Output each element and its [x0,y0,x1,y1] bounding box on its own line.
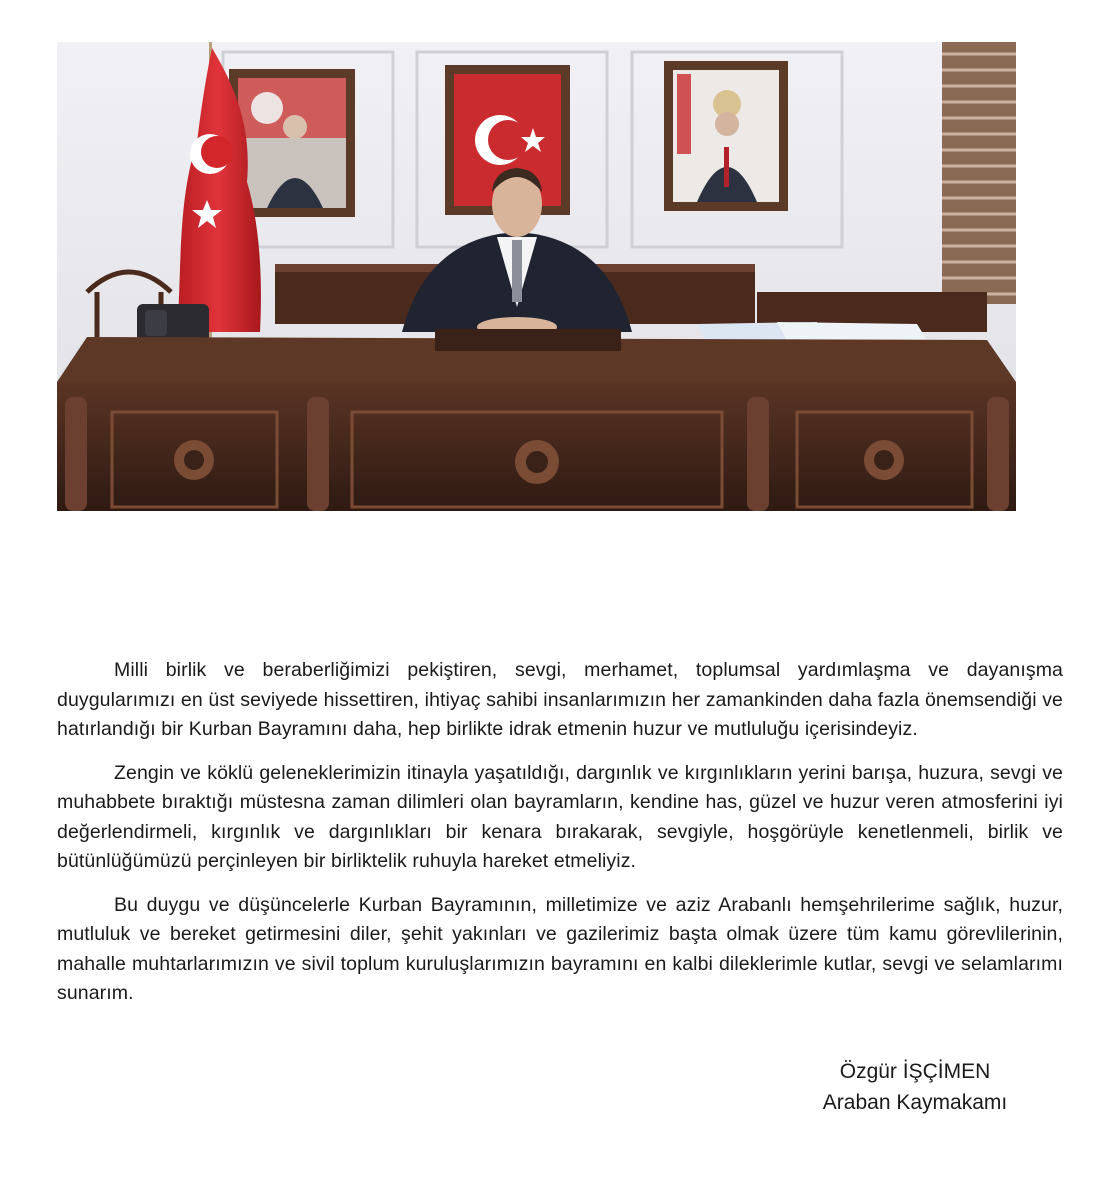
holiday-message [57,656,1063,1023]
signer-title: Araban Kaymakamı [822,1091,1008,1114]
message-paragraph-2: Zengin ve köklü geleneklerimizin itinayla yaşatıldığı, dargınlık ve kırgınlıkların yerini barışa, huzura, sevgi ve muhabbete bıraktığı müstesna zaman dilimleri olan bayramların, kendine has, güzel ve huzur veren atmosferini iyi değerlendirmeli, kırgınlık ve dargınlıkları bir kenara bırakarak, sevgiyle, hoşgörüyle kenetlenmeli, birlik ve bütünlüğümüzü perçinleyen bir birliktelik ruhuyla hareket etmeliyiz. [57,761,1063,872]
message-paragraph-1: Milli birlik ve beraberliğimizi pekiştiren, sevgi, merhamet, toplumsal yardımlaşma ve dayanışma duygularımızı en üst seviyede hissettiren, ihtiyaç sahibi insanlarımızın her zamankinden daha fazla önemsendiği ve hatırlandığı bir Kurban Bayramını daha, hep birlikte idrak etmenin huzur ve mutluluğu içerisindeyiz. [57,659,1063,740]
office-scene-illustration [57,42,1016,511]
official-portrait-photo [57,42,1016,511]
signer-name: Özgür İŞÇİMEN [839,1060,991,1083]
message-paragraph-3: Bu duygu ve düşüncelerle Kurban Bayramının, milletimize ve aziz Arabanlı hemşehrilerime sağlık, huzur, mutluluk ve bereket getirmesini diler, şehit yakınları ve gazilerimiz başta olmak üzere tüm kamu görevlilerinin, mahalle muhtarlarımızın ve sivil toplum kuruluşlarımızın bayramını en kalbi dileklerimle kutlar, sevgi ve selamlarımı sunarım. [57,893,1063,1004]
signature-block [790,1056,1040,1118]
